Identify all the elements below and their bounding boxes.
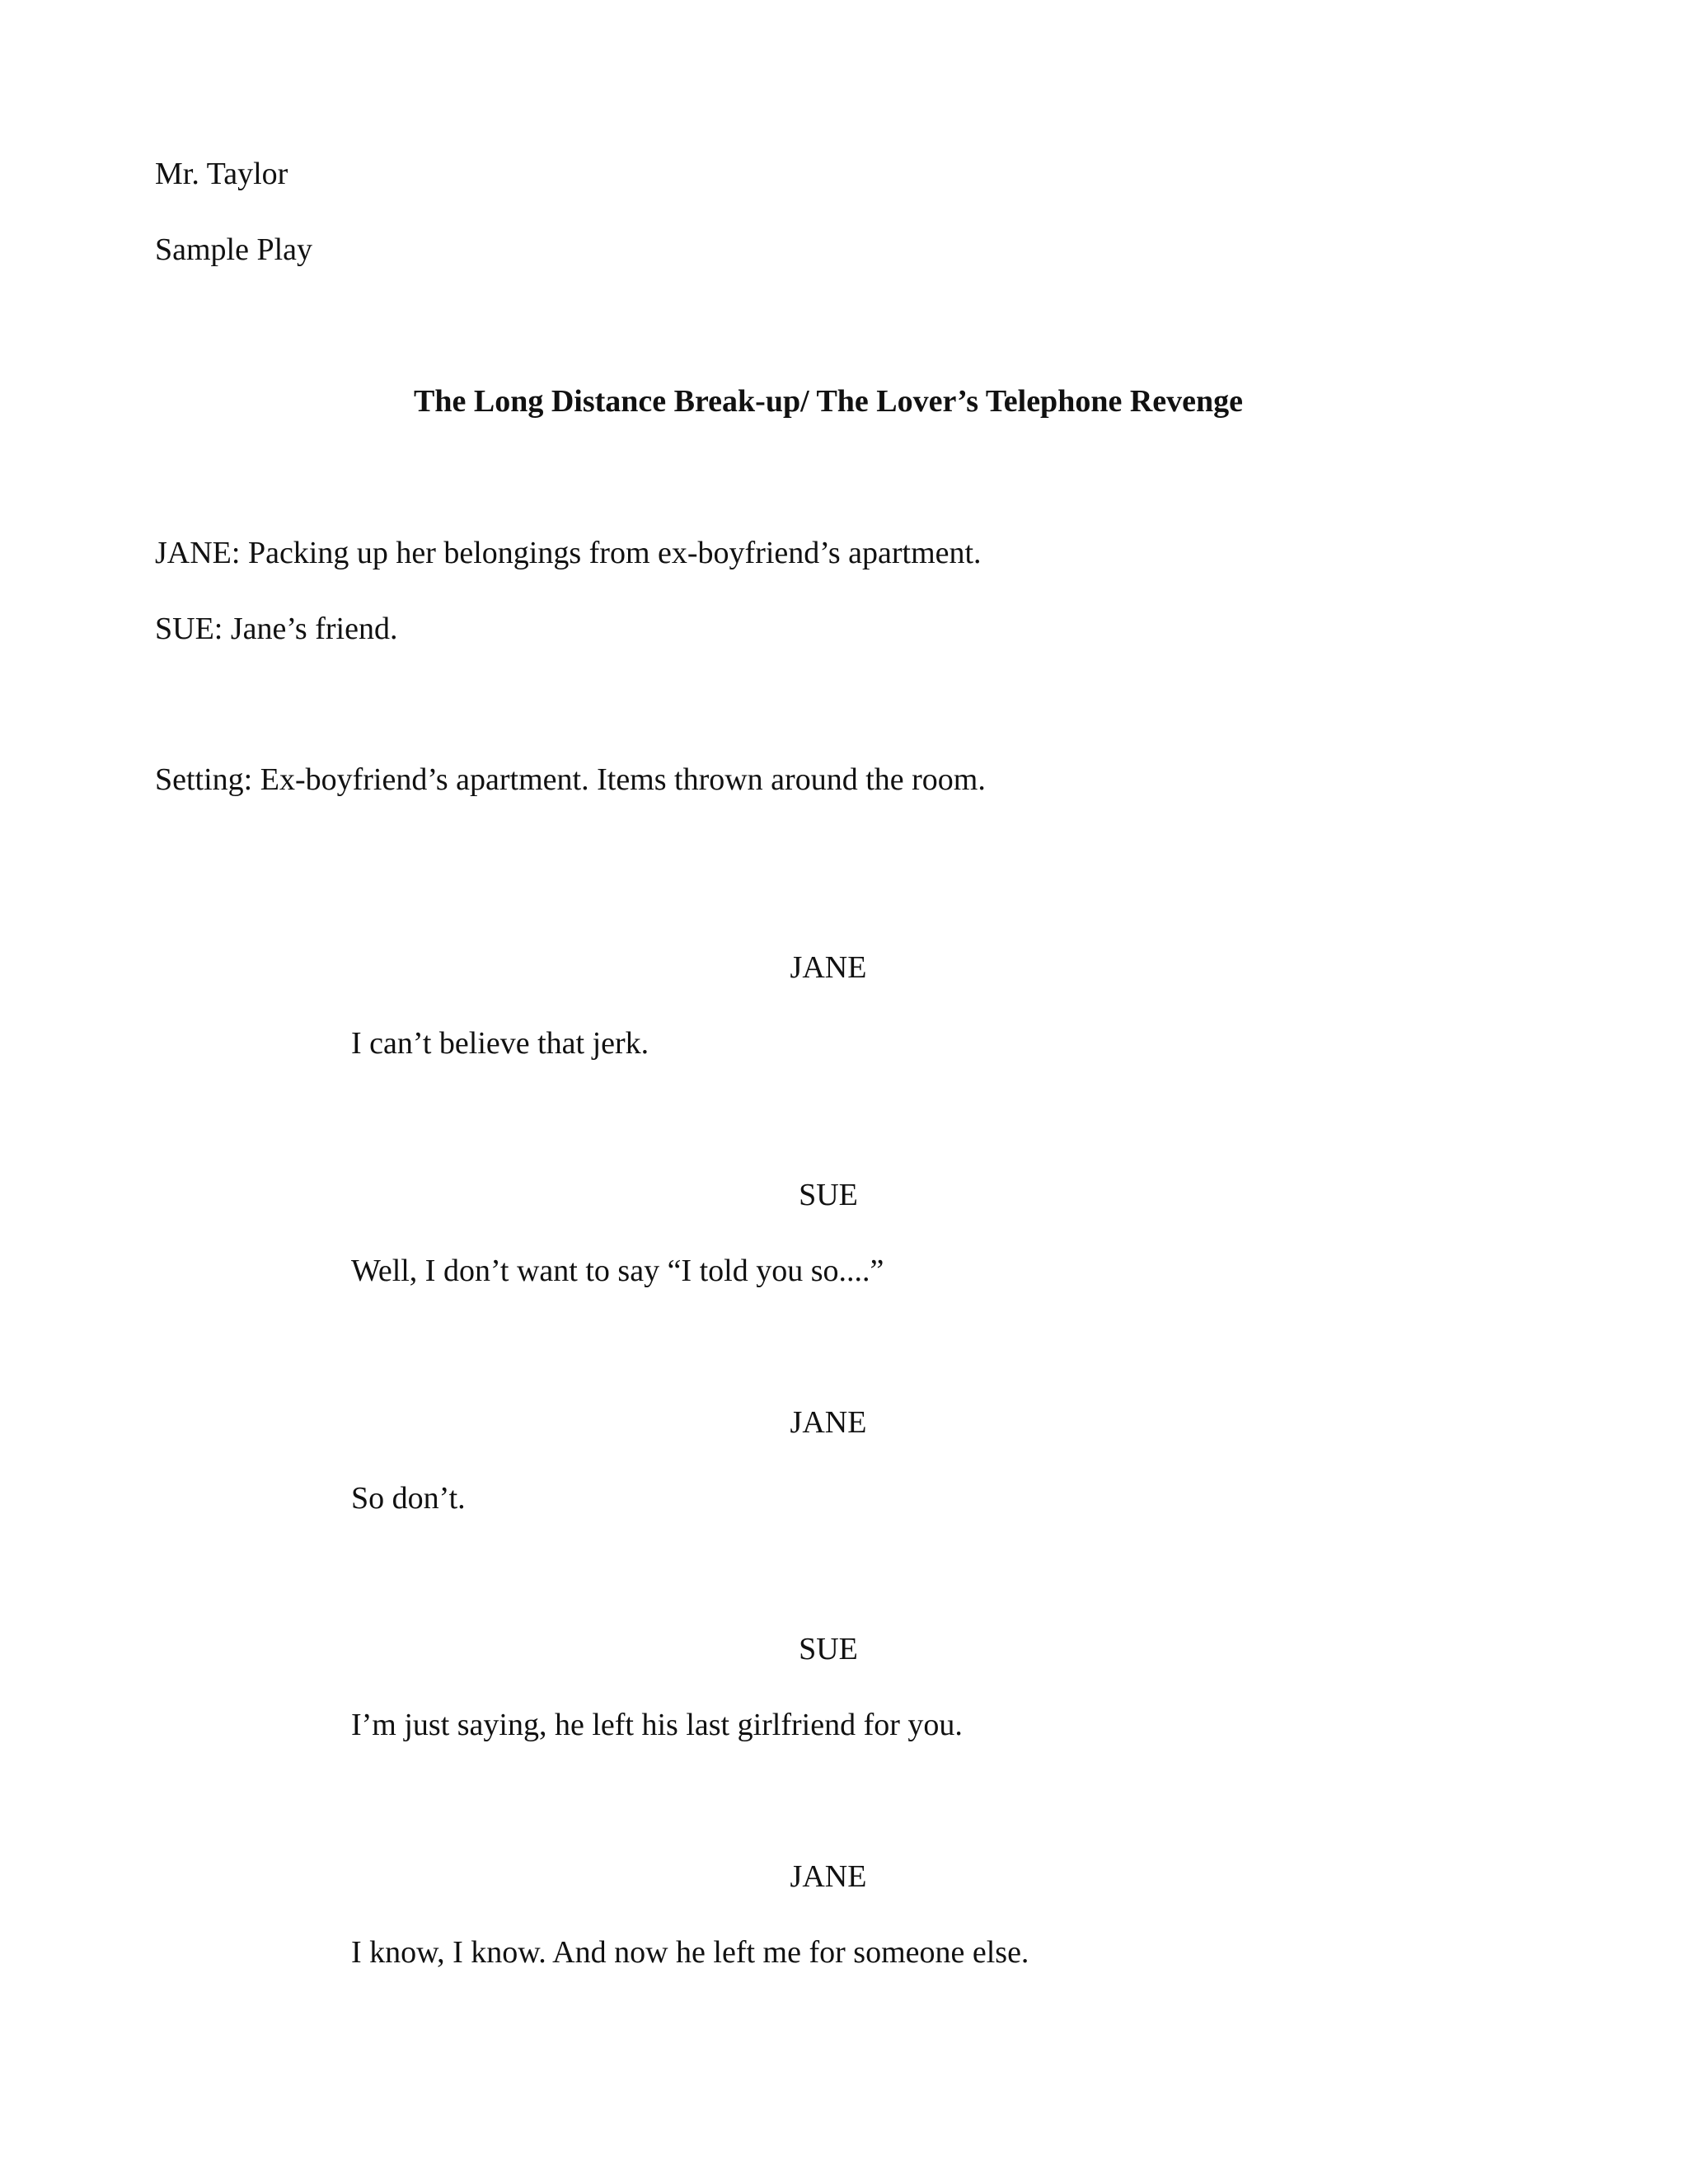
- setting-description: Setting: Ex-boyfriend’s apartment. Items thrown around the room.: [155, 762, 986, 797]
- dialogue-line: I’m just saying, he left his last girlfriend for you.: [351, 1708, 963, 1742]
- dialogue-line: So don’t.: [351, 1481, 466, 1516]
- speaker-name: JANE: [790, 1405, 867, 1440]
- speaker-name: SUE: [799, 1632, 858, 1666]
- character-description-jane: JANE: Packing up her belongings from ex-boyfriend’s apartment.: [155, 536, 982, 570]
- dialogue-line: I know, I know. And now he left me for someone else.: [351, 1935, 1029, 1970]
- speaker-name: JANE: [790, 950, 867, 985]
- speaker-name: JANE: [790, 1859, 867, 1894]
- play-title: The Long Distance Break-up/ The Lover’s Telephone Revenge: [414, 384, 1243, 419]
- author-name: Mr. Taylor: [155, 157, 288, 191]
- character-description-sue: SUE: Jane’s friend.: [155, 612, 398, 646]
- speaker-name: SUE: [799, 1178, 858, 1212]
- dialogue-line: Well, I don’t want to say “I told you so....”: [351, 1254, 884, 1288]
- dialogue-line: I can’t believe that jerk.: [351, 1026, 649, 1061]
- assignment-label: Sample Play: [155, 232, 313, 267]
